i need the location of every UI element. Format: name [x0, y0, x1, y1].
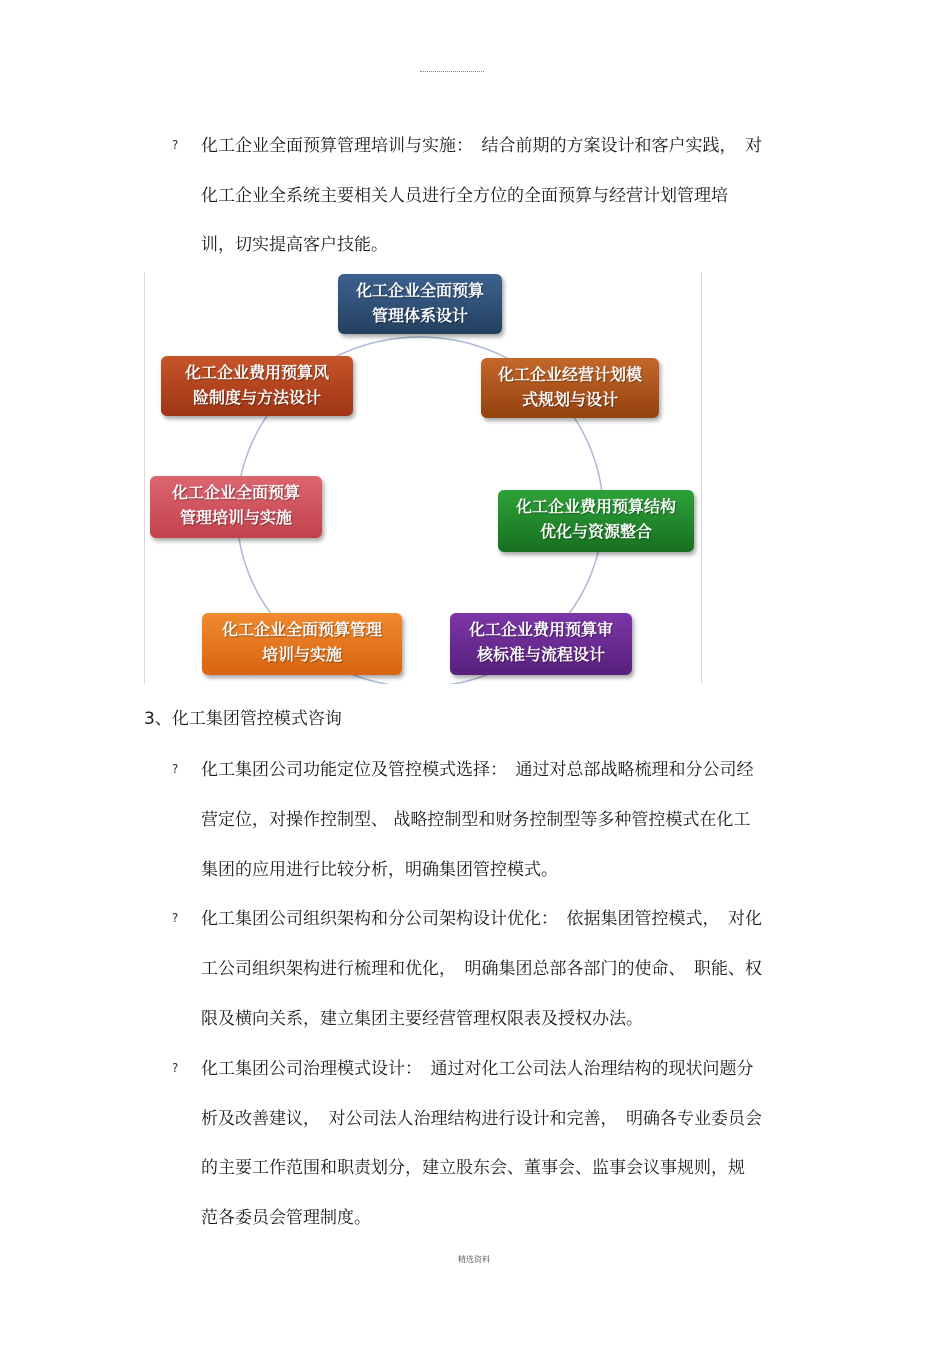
budget-cycle-diagram [144, 272, 702, 684]
node-label: 式规划与设计 [521, 390, 618, 409]
page-footer: 精选资料 [458, 1255, 490, 1264]
paragraph-line: 限及横向关系，建立集团主要经营管理权限表及授权办法。 [201, 1009, 643, 1029]
node-label: 培训与实施 [261, 645, 342, 664]
paragraph-line: 化工集团公司治理模式设计： 通过对化工公司法人治理结构的现状问题分 [201, 1059, 754, 1079]
paragraph-line: 范各委员会管理制度。 [201, 1208, 371, 1228]
paragraph-line: 析及改善建议， 对公司法人治理结构进行设计和完善， 明确各专业委员会 [201, 1109, 762, 1129]
node-label: 化工企业全面预算 [355, 281, 484, 300]
diagram-node-training-red [150, 476, 322, 538]
paragraph-line: 化工集团公司组织架构和分公司架构设计优化： 依据集团管控模式， 对化 [201, 909, 762, 929]
bullet-marker: ? [172, 762, 179, 776]
section-heading: 3、化工集团管控模式咨询 [144, 709, 342, 729]
bullet-marker: ? [172, 138, 179, 152]
node-label: 核标准与流程设计 [476, 645, 605, 664]
bullet-marker: ? [172, 911, 179, 925]
diagram-node-training-orange [202, 613, 402, 675]
node-label: 化工企业费用预算风 [184, 363, 329, 382]
paragraph-line: 化工集团公司功能定位及管控模式选择： 通过对总部战略梳理和分公司经 [201, 760, 754, 780]
diagram-node-risk-control [161, 356, 353, 416]
node-label: 管理体系设计 [371, 306, 468, 325]
diagram-node-expense-review [450, 613, 632, 675]
node-label: 管理培训与实施 [179, 508, 292, 527]
node-label: 险制度与方法设计 [192, 388, 321, 407]
header-rule [420, 71, 484, 72]
paragraph-line: 工公司组织架构进行梳理和优化， 明确集团总部各部门的使命、 职能、权 [201, 959, 762, 979]
node-label: 化工企业全面预算 [171, 483, 300, 502]
node-label: 化工企业全面预算管理 [221, 620, 382, 639]
node-label: 优化与资源整合 [539, 522, 652, 541]
diagram-node-budget-system [338, 274, 502, 334]
paragraph-line: 化工企业全面预算管理培训与实施： 结合前期的方案设计和客户实践， 对 [201, 136, 762, 156]
paragraph-line: 化工企业全系统主要相关人员进行全方位的全面预算与经营计划管理培 [201, 186, 728, 206]
diagram-node-expense-structure [498, 490, 694, 552]
paragraph-line: 集团的应用进行比较分析，明确集团管控模式。 [201, 860, 558, 880]
node-label: 化工企业费用预算结构 [515, 497, 676, 516]
diagram-node-business-plan [481, 358, 659, 418]
paragraph-line: 训，切实提高客户技能。 [201, 235, 388, 255]
bullet-marker: ? [172, 1061, 179, 1075]
paragraph-line: 营定位，对操作控制型、 战略控制型和财务控制型等多种管控模式在化工 [201, 810, 751, 830]
paragraph-line: 的主要工作范围和职责划分，建立股东会、董事会、监事会议事规则，规 [201, 1158, 745, 1178]
node-label: 化工企业经营计划模 [497, 365, 642, 384]
node-label: 化工企业费用预算审 [468, 620, 613, 639]
